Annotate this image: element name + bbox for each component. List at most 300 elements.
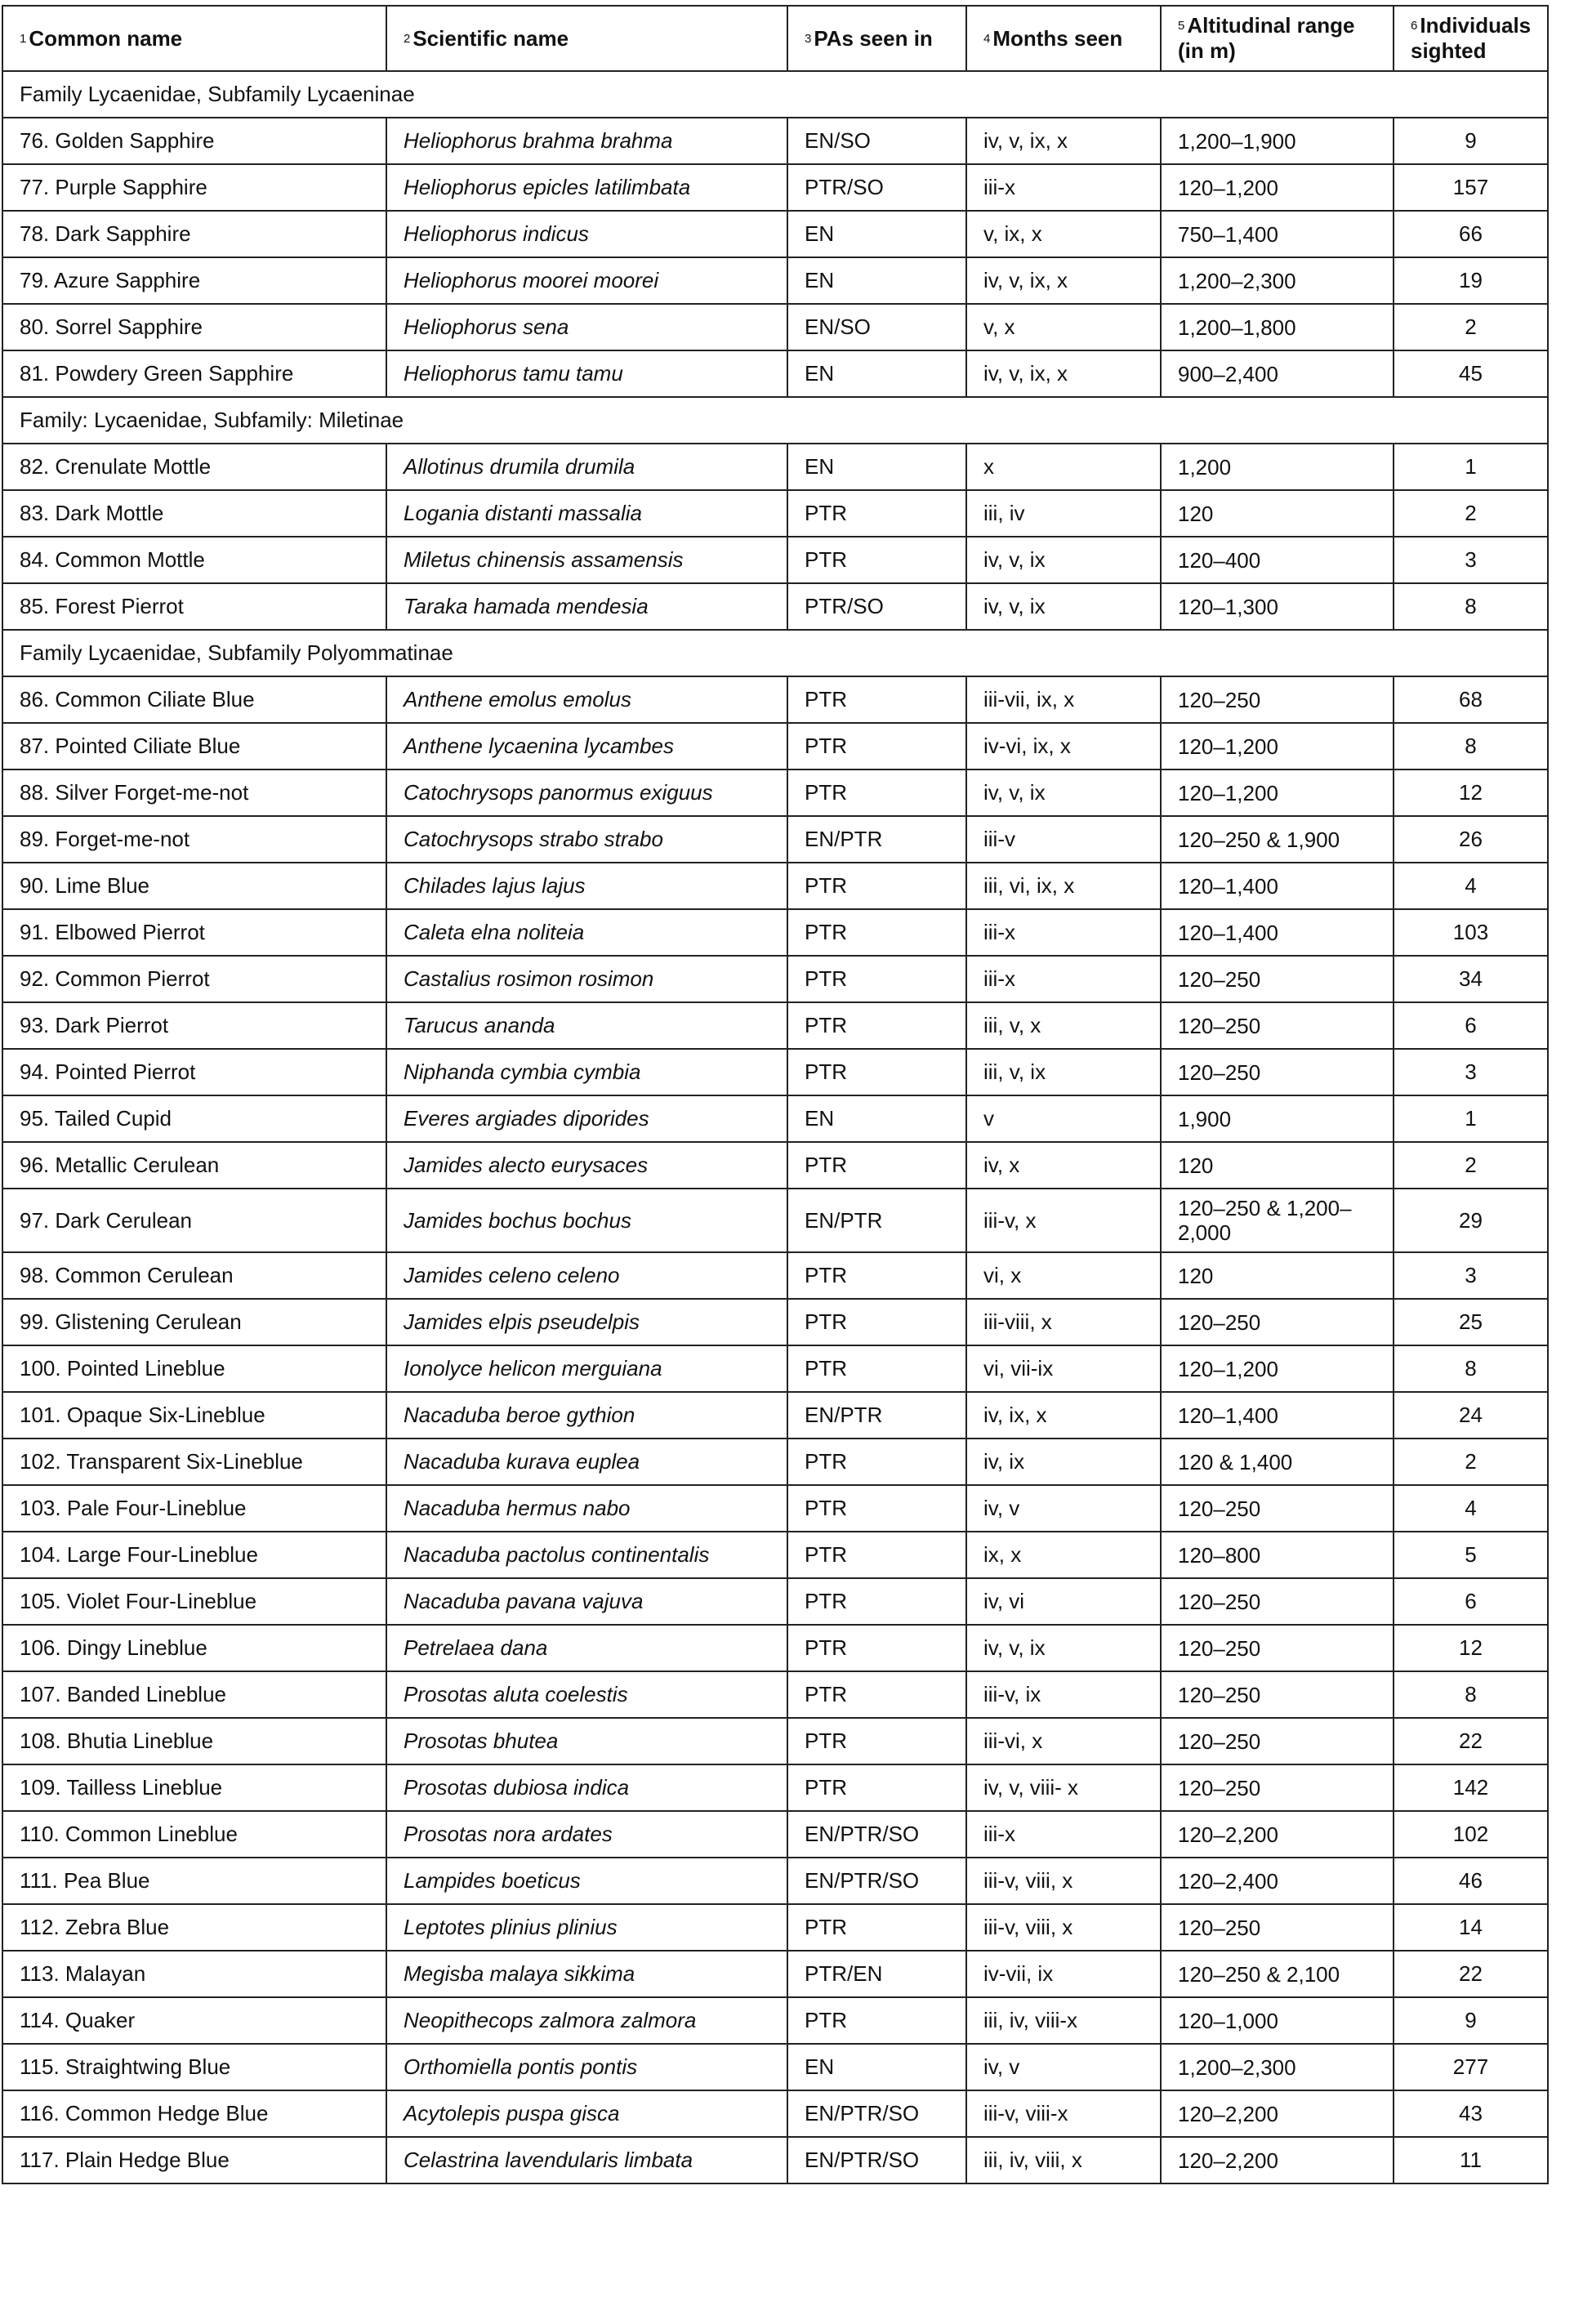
scientific-name-cell: Jamides bochus bochus xyxy=(386,1189,787,1252)
scientific-name-cell: Heliophorus sena xyxy=(386,304,787,350)
table-row xyxy=(2,537,1548,583)
table-row xyxy=(2,816,1548,863)
pas-seen-cell: EN/SO xyxy=(787,304,966,350)
individuals-cell: 9 xyxy=(1394,118,1548,164)
table-row xyxy=(2,1049,1548,1095)
altitude-range-cell: 120–250 xyxy=(1161,956,1394,1002)
months-seen-cell: iv, v, viii- x xyxy=(966,1764,1161,1811)
months-seen-cell: iv, ix, x xyxy=(966,1392,1161,1439)
common-name-cell: 78. Dark Sapphire xyxy=(2,211,386,257)
common-name-cell: 109. Tailless Lineblue xyxy=(2,1764,386,1811)
months-seen-cell: iv, v, ix xyxy=(966,1625,1161,1671)
altitude-range-cell: 120–250 xyxy=(1161,1718,1394,1764)
scientific-name-cell: Heliophorus brahma brahma xyxy=(386,118,787,164)
table-row xyxy=(2,350,1548,397)
table-row xyxy=(2,676,1548,723)
pas-seen-cell: EN xyxy=(787,257,966,304)
table-row xyxy=(2,1392,1548,1439)
months-seen-cell: iii-x xyxy=(966,956,1161,1002)
altitude-range-cell: 120–400 xyxy=(1161,537,1394,583)
scientific-name-cell: Nacaduba beroe gythion xyxy=(386,1392,787,1439)
common-name-cell: 113. Malayan xyxy=(2,1951,386,1997)
individuals-cell: 142 xyxy=(1394,1764,1548,1811)
common-name-cell: 108. Bhutia Lineblue xyxy=(2,1718,386,1764)
table-row xyxy=(2,1485,1548,1532)
altitude-range-cell: 120–1,400 xyxy=(1161,909,1394,956)
pas-seen-cell: PTR xyxy=(787,1439,966,1485)
common-name-cell: 101. Opaque Six-Lineblue xyxy=(2,1392,386,1439)
common-name-cell: 76. Golden Sapphire xyxy=(2,118,386,164)
common-name-cell: 106. Dingy Lineblue xyxy=(2,1625,386,1671)
table-row xyxy=(2,1858,1548,1904)
scientific-name-cell: Nacaduba kurava euplea xyxy=(386,1439,787,1485)
table-row xyxy=(2,2137,1548,2183)
table-row xyxy=(2,2090,1548,2137)
months-seen-cell: iv, ix xyxy=(966,1439,1161,1485)
scientific-name-cell: Heliophorus epicles latilimbata xyxy=(386,164,787,211)
table-row xyxy=(2,956,1548,1002)
scientific-name-cell: Prosotas dubiosa indica xyxy=(386,1764,787,1811)
family-heading: Family: Lycaenidae, Subfamily: Miletinae xyxy=(2,397,1548,444)
scientific-name-cell: Prosotas aluta coelestis xyxy=(386,1671,787,1718)
common-name-cell: 95. Tailed Cupid xyxy=(2,1095,386,1142)
table-row xyxy=(2,583,1548,630)
altitude-range-cell: 120 xyxy=(1161,1142,1394,1189)
common-name-cell: 91. Elbowed Pierrot xyxy=(2,909,386,956)
scientific-name-cell: Miletus chinensis assamensis xyxy=(386,537,787,583)
months-seen-cell: iv-vi, ix, x xyxy=(966,723,1161,769)
individuals-cell: 11 xyxy=(1394,2137,1548,2183)
months-seen-cell: iv, v, ix, x xyxy=(966,118,1161,164)
common-name-cell: 117. Plain Hedge Blue xyxy=(2,2137,386,2183)
individuals-cell: 45 xyxy=(1394,350,1548,397)
individuals-cell: 19 xyxy=(1394,257,1548,304)
altitude-range-cell: 120–1,200 xyxy=(1161,723,1394,769)
common-name-cell: 96. Metallic Cerulean xyxy=(2,1142,386,1189)
common-name-cell: 82. Crenulate Mottle xyxy=(2,444,386,490)
individuals-cell: 2 xyxy=(1394,1439,1548,1485)
altitude-range-cell: 120–1,000 xyxy=(1161,1997,1394,2044)
pas-seen-cell: EN/PTR xyxy=(787,816,966,863)
altitude-range-cell: 1,200–2,300 xyxy=(1161,257,1394,304)
family-row xyxy=(2,630,1548,676)
individuals-cell: 5 xyxy=(1394,1532,1548,1578)
scientific-name-cell: Anthene lycaenina lycambes xyxy=(386,723,787,769)
months-seen-cell: iii-v, x xyxy=(966,1189,1161,1252)
common-name-cell: 86. Common Ciliate Blue xyxy=(2,676,386,723)
individuals-cell: 22 xyxy=(1394,1951,1548,1997)
altitude-range-cell: 120–250 xyxy=(1161,1002,1394,1049)
family-row xyxy=(2,71,1548,118)
months-seen-cell: iii-vi, x xyxy=(966,1718,1161,1764)
individuals-cell: 4 xyxy=(1394,1485,1548,1532)
pas-seen-cell: EN xyxy=(787,211,966,257)
scientific-name-cell: Acytolepis puspa gisca xyxy=(386,2090,787,2137)
pas-seen-cell: EN/SO xyxy=(787,118,966,164)
individuals-cell: 46 xyxy=(1394,1858,1548,1904)
scientific-name-cell: Catochrysops strabo strabo xyxy=(386,816,787,863)
altitude-range-cell: 120–1,400 xyxy=(1161,1392,1394,1439)
altitude-range-cell: 120–250 xyxy=(1161,1904,1394,1951)
pas-seen-cell: PTR xyxy=(787,723,966,769)
altitude-range-cell: 120–1,200 xyxy=(1161,769,1394,816)
header-individuals-sighted: $^6$ Individuals sighted xyxy=(1394,6,1548,71)
months-seen-cell: iii-v, ix xyxy=(966,1671,1161,1718)
scientific-name-cell: Everes argiades diporides xyxy=(386,1095,787,1142)
pas-seen-cell: EN/PTR/SO xyxy=(787,2137,966,2183)
header-altitudinal-range: $^5$ Altitudinal range (in m) xyxy=(1161,6,1394,71)
pas-seen-cell: PTR xyxy=(787,1764,966,1811)
common-name-cell: 97. Dark Cerulean xyxy=(2,1189,386,1252)
table-row xyxy=(2,1002,1548,1049)
common-name-cell: 90. Lime Blue xyxy=(2,863,386,909)
common-name-cell: 77. Purple Sapphire xyxy=(2,164,386,211)
pas-seen-cell: PTR xyxy=(787,1718,966,1764)
header-months-seen: $^4$ Months seen xyxy=(966,6,1161,71)
pas-seen-cell: PTR/SO xyxy=(787,164,966,211)
scientific-name-cell: Allotinus drumila drumila xyxy=(386,444,787,490)
scientific-name-cell: Caleta elna noliteia xyxy=(386,909,787,956)
table-row xyxy=(2,118,1548,164)
pas-seen-cell: PTR xyxy=(787,1299,966,1345)
table-row xyxy=(2,1439,1548,1485)
individuals-cell: 103 xyxy=(1394,909,1548,956)
individuals-cell: 68 xyxy=(1394,676,1548,723)
individuals-cell: 102 xyxy=(1394,1811,1548,1858)
altitude-range-cell: 120–250 xyxy=(1161,1049,1394,1095)
table-row xyxy=(2,1718,1548,1764)
altitude-range-cell: 120–1,200 xyxy=(1161,1345,1394,1392)
table-row xyxy=(2,1095,1548,1142)
months-seen-cell: iii, iv xyxy=(966,490,1161,537)
scientific-name-cell: Nacaduba pactolus continentalis xyxy=(386,1532,787,1578)
common-name-cell: 80. Sorrel Sapphire xyxy=(2,304,386,350)
individuals-cell: 1 xyxy=(1394,444,1548,490)
months-seen-cell: iii-x xyxy=(966,164,1161,211)
individuals-cell: 9 xyxy=(1394,1997,1548,2044)
months-seen-cell: iv, vi xyxy=(966,1578,1161,1625)
table-row xyxy=(2,1997,1548,2044)
table-row xyxy=(2,304,1548,350)
individuals-cell: 24 xyxy=(1394,1392,1548,1439)
scientific-name-cell: Celastrina lavendularis limbata xyxy=(386,2137,787,2183)
pas-seen-cell: PTR xyxy=(787,909,966,956)
altitude-range-cell: 120–250 xyxy=(1161,1671,1394,1718)
altitude-range-cell: 750–1,400 xyxy=(1161,211,1394,257)
individuals-cell: 6 xyxy=(1394,1002,1548,1049)
common-name-cell: 89. Forget-me-not xyxy=(2,816,386,863)
individuals-cell: 12 xyxy=(1394,1625,1548,1671)
pas-seen-cell: EN xyxy=(787,350,966,397)
altitude-range-cell: 120–2,200 xyxy=(1161,2090,1394,2137)
pas-seen-cell: PTR xyxy=(787,490,966,537)
scientific-name-cell: Heliophorus tamu tamu xyxy=(386,350,787,397)
individuals-cell: 6 xyxy=(1394,1578,1548,1625)
common-name-cell: 81. Powdery Green Sapphire xyxy=(2,350,386,397)
common-name-cell: 79. Azure Sapphire xyxy=(2,257,386,304)
months-seen-cell: iii, v, ix xyxy=(966,1049,1161,1095)
individuals-cell: 25 xyxy=(1394,1299,1548,1345)
months-seen-cell: iii-v, viii, x xyxy=(966,1858,1161,1904)
individuals-cell: 3 xyxy=(1394,1252,1548,1299)
individuals-cell: 4 xyxy=(1394,863,1548,909)
scientific-name-cell: Megisba malaya sikkima xyxy=(386,1951,787,1997)
scientific-name-cell: Jamides celeno celeno xyxy=(386,1252,787,1299)
altitude-range-cell: 1,200 xyxy=(1161,444,1394,490)
altitude-range-cell: 900–2,400 xyxy=(1161,350,1394,397)
months-seen-cell: v xyxy=(966,1095,1161,1142)
individuals-cell: 277 xyxy=(1394,2044,1548,2090)
scientific-name-cell: Logania distanti massalia xyxy=(386,490,787,537)
table-row xyxy=(2,1299,1548,1345)
altitude-range-cell: 120–250 xyxy=(1161,1485,1394,1532)
individuals-cell: 2 xyxy=(1394,1142,1548,1189)
common-name-cell: 104. Large Four-Lineblue xyxy=(2,1532,386,1578)
header-scientific-name: $^2$ Scientific name xyxy=(386,6,787,71)
pas-seen-cell: PTR xyxy=(787,1252,966,1299)
altitude-range-cell: 120–250 xyxy=(1161,676,1394,723)
scientific-name-cell: Chilades lajus lajus xyxy=(386,863,787,909)
table-row xyxy=(2,1189,1548,1252)
scientific-name-cell: Jamides elpis pseudelpis xyxy=(386,1299,787,1345)
pas-seen-cell: PTR xyxy=(787,769,966,816)
individuals-cell: 22 xyxy=(1394,1718,1548,1764)
months-seen-cell: x xyxy=(966,444,1161,490)
table-body xyxy=(2,71,1548,2183)
months-seen-cell: iv, x xyxy=(966,1142,1161,1189)
table-row xyxy=(2,909,1548,956)
individuals-cell: 66 xyxy=(1394,211,1548,257)
months-seen-cell: vi, x xyxy=(966,1252,1161,1299)
table-row xyxy=(2,1578,1548,1625)
individuals-cell: 26 xyxy=(1394,816,1548,863)
months-seen-cell: iii-v, viii, x xyxy=(966,1904,1161,1951)
individuals-cell: 29 xyxy=(1394,1189,1548,1252)
months-seen-cell: iv, v, ix xyxy=(966,583,1161,630)
table-row xyxy=(2,164,1548,211)
common-name-cell: 83. Dark Mottle xyxy=(2,490,386,537)
altitude-range-cell: 120–800 xyxy=(1161,1532,1394,1578)
scientific-name-cell: Castalius rosimon rosimon xyxy=(386,956,787,1002)
individuals-cell: 1 xyxy=(1394,1095,1548,1142)
months-seen-cell: iii-vii, ix, x xyxy=(966,676,1161,723)
pas-seen-cell: PTR xyxy=(787,1671,966,1718)
altitude-range-cell: 120–250 & 1,900 xyxy=(1161,816,1394,863)
months-seen-cell: iii, iv, viii-x xyxy=(966,1997,1161,2044)
individuals-cell: 43 xyxy=(1394,2090,1548,2137)
pas-seen-cell: EN/PTR xyxy=(787,1189,966,1252)
common-name-cell: 110. Common Lineblue xyxy=(2,1811,386,1858)
individuals-cell: 14 xyxy=(1394,1904,1548,1951)
pas-seen-cell: PTR xyxy=(787,1345,966,1392)
months-seen-cell: iii-x xyxy=(966,909,1161,956)
altitude-range-cell: 120–250 xyxy=(1161,1299,1394,1345)
altitude-range-cell: 1,900 xyxy=(1161,1095,1394,1142)
header-pas-seen-in: $^3$ PAs seen in xyxy=(787,6,966,71)
pas-seen-cell: PTR xyxy=(787,1532,966,1578)
pas-seen-cell: EN/PTR xyxy=(787,1392,966,1439)
scientific-name-cell: Tarucus ananda xyxy=(386,1002,787,1049)
table-row xyxy=(2,444,1548,490)
table-row xyxy=(2,1811,1548,1858)
family-heading: Family Lycaenidae, Subfamily Lycaeninae xyxy=(2,71,1548,118)
months-seen-cell: iv, v xyxy=(966,2044,1161,2090)
table-row xyxy=(2,769,1548,816)
months-seen-cell: iii, vi, ix, x xyxy=(966,863,1161,909)
months-seen-cell: iv, v xyxy=(966,1485,1161,1532)
scientific-name-cell: Lampides boeticus xyxy=(386,1858,787,1904)
months-seen-cell: iii, iv, viii, x xyxy=(966,2137,1161,2183)
pas-seen-cell: EN/PTR/SO xyxy=(787,1811,966,1858)
pas-seen-cell: PTR/SO xyxy=(787,583,966,630)
scientific-name-cell: Catochrysops panormus exiguus xyxy=(386,769,787,816)
scientific-name-cell: Orthomiella pontis pontis xyxy=(386,2044,787,2090)
months-seen-cell: iv, v, ix xyxy=(966,537,1161,583)
individuals-cell: 2 xyxy=(1394,304,1548,350)
common-name-cell: 107. Banded Lineblue xyxy=(2,1671,386,1718)
common-name-cell: 99. Glistening Cerulean xyxy=(2,1299,386,1345)
table-row xyxy=(2,863,1548,909)
pas-seen-cell: PTR xyxy=(787,1485,966,1532)
table-row xyxy=(2,1904,1548,1951)
table-row xyxy=(2,1142,1548,1189)
pas-seen-cell: EN xyxy=(787,2044,966,2090)
altitude-range-cell: 120–250 xyxy=(1161,1764,1394,1811)
pas-seen-cell: PTR xyxy=(787,1578,966,1625)
common-name-cell: 112. Zebra Blue xyxy=(2,1904,386,1951)
months-seen-cell: iii-x xyxy=(966,1811,1161,1858)
common-name-cell: 116. Common Hedge Blue xyxy=(2,2090,386,2137)
pas-seen-cell: PTR xyxy=(787,956,966,1002)
family-row xyxy=(2,397,1548,444)
individuals-cell: 34 xyxy=(1394,956,1548,1002)
pas-seen-cell: EN xyxy=(787,444,966,490)
months-seen-cell: v, x xyxy=(966,304,1161,350)
pas-seen-cell: PTR/EN xyxy=(787,1951,966,1997)
table-row xyxy=(2,211,1548,257)
table-row xyxy=(2,723,1548,769)
common-name-cell: 94. Pointed Pierrot xyxy=(2,1049,386,1095)
pas-seen-cell: EN xyxy=(787,1095,966,1142)
scientific-name-cell: Heliophorus moorei moorei xyxy=(386,257,787,304)
scientific-name-cell: Niphanda cymbia cymbia xyxy=(386,1049,787,1095)
scientific-name-cell: Nacaduba hermus nabo xyxy=(386,1485,787,1532)
common-name-cell: 111. Pea Blue xyxy=(2,1858,386,1904)
pas-seen-cell: PTR xyxy=(787,1002,966,1049)
table-row xyxy=(2,1951,1548,1997)
family-heading: Family Lycaenidae, Subfamily Polyommatinae xyxy=(2,630,1548,676)
altitude-range-cell: 120–250 & 2,100 xyxy=(1161,1951,1394,1997)
individuals-cell: 157 xyxy=(1394,164,1548,211)
months-seen-cell: vi, vii-ix xyxy=(966,1345,1161,1392)
altitude-range-cell: 120–2,200 xyxy=(1161,1811,1394,1858)
scientific-name-cell: Prosotas nora ardates xyxy=(386,1811,787,1858)
pas-seen-cell: PTR xyxy=(787,537,966,583)
pas-seen-cell: PTR xyxy=(787,1049,966,1095)
months-seen-cell: iii-viii, x xyxy=(966,1299,1161,1345)
altitude-range-cell: 120–1,400 xyxy=(1161,863,1394,909)
altitude-range-cell: 120–250 & 1,200–2,000 xyxy=(1161,1189,1394,1252)
pas-seen-cell: PTR xyxy=(787,676,966,723)
altitude-range-cell: 120–2,400 xyxy=(1161,1858,1394,1904)
scientific-name-cell: Nacaduba pavana vajuva xyxy=(386,1578,787,1625)
header-row xyxy=(2,6,1548,71)
months-seen-cell: iv, v, ix xyxy=(966,769,1161,816)
scientific-name-cell: Heliophorus indicus xyxy=(386,211,787,257)
altitude-range-cell: 120 & 1,400 xyxy=(1161,1439,1394,1485)
table-row xyxy=(2,257,1548,304)
individuals-cell: 8 xyxy=(1394,1345,1548,1392)
pas-seen-cell: PTR xyxy=(787,1997,966,2044)
altitude-range-cell: 120–1,300 xyxy=(1161,583,1394,630)
altitude-range-cell: 120–2,200 xyxy=(1161,2137,1394,2183)
months-seen-cell: iv, v, ix, x xyxy=(966,257,1161,304)
common-name-cell: 84. Common Mottle xyxy=(2,537,386,583)
table-row xyxy=(2,1625,1548,1671)
scientific-name-cell: Neopithecops zalmora zalmora xyxy=(386,1997,787,2044)
common-name-cell: 114. Quaker xyxy=(2,1997,386,2044)
common-name-cell: 98. Common Cerulean xyxy=(2,1252,386,1299)
months-seen-cell: iii-v, viii-x xyxy=(966,2090,1161,2137)
individuals-cell: 12 xyxy=(1394,769,1548,816)
pas-seen-cell: PTR xyxy=(787,1142,966,1189)
header-common-name: $^1$ Common name xyxy=(2,6,386,71)
table-row xyxy=(2,490,1548,537)
altitude-range-cell: 120–250 xyxy=(1161,1625,1394,1671)
altitude-range-cell: 1,200–2,300 xyxy=(1161,2044,1394,2090)
altitude-range-cell: 1,200–1,800 xyxy=(1161,304,1394,350)
months-seen-cell: ix, x xyxy=(966,1532,1161,1578)
altitude-range-cell: 120–250 xyxy=(1161,1578,1394,1625)
individuals-cell: 8 xyxy=(1394,723,1548,769)
scientific-name-cell: Taraka hamada mendesia xyxy=(386,583,787,630)
common-name-cell: 115. Straightwing Blue xyxy=(2,2044,386,2090)
months-seen-cell: iii-v xyxy=(966,816,1161,863)
individuals-cell: 3 xyxy=(1394,537,1548,583)
table-row xyxy=(2,1764,1548,1811)
individuals-cell: 3 xyxy=(1394,1049,1548,1095)
scientific-name-cell: Ionolyce helicon merguiana xyxy=(386,1345,787,1392)
common-name-cell: 93. Dark Pierrot xyxy=(2,1002,386,1049)
altitude-range-cell: 120–1,200 xyxy=(1161,164,1394,211)
table-row xyxy=(2,1345,1548,1392)
scientific-name-cell: Petrelaea dana xyxy=(386,1625,787,1671)
pas-seen-cell: EN/PTR/SO xyxy=(787,1858,966,1904)
altitude-range-cell: 120 xyxy=(1161,490,1394,537)
altitude-range-cell: 1,200–1,900 xyxy=(1161,118,1394,164)
months-seen-cell: iv, v, ix, x xyxy=(966,350,1161,397)
common-name-cell: 85. Forest Pierrot xyxy=(2,583,386,630)
scientific-name-cell: Anthene emolus emolus xyxy=(386,676,787,723)
scientific-name-cell: Leptotes plinius plinius xyxy=(386,1904,787,1951)
individuals-cell: 8 xyxy=(1394,1671,1548,1718)
table-row xyxy=(2,2044,1548,2090)
common-name-cell: 105. Violet Four-Lineblue xyxy=(2,1578,386,1625)
months-seen-cell: v, ix, x xyxy=(966,211,1161,257)
individuals-cell: 2 xyxy=(1394,490,1548,537)
common-name-cell: 88. Silver Forget-me-not xyxy=(2,769,386,816)
common-name-cell: 103. Pale Four-Lineblue xyxy=(2,1485,386,1532)
scientific-name-cell: Jamides alecto eurysaces xyxy=(386,1142,787,1189)
scientific-name-cell: Prosotas bhutea xyxy=(386,1718,787,1764)
altitude-range-cell: 120 xyxy=(1161,1252,1394,1299)
table-row xyxy=(2,1671,1548,1718)
table-row xyxy=(2,1532,1548,1578)
common-name-cell: 92. Common Pierrot xyxy=(2,956,386,1002)
months-seen-cell: iii, v, x xyxy=(966,1002,1161,1049)
individuals-cell: 8 xyxy=(1394,583,1548,630)
table-row xyxy=(2,1252,1548,1299)
